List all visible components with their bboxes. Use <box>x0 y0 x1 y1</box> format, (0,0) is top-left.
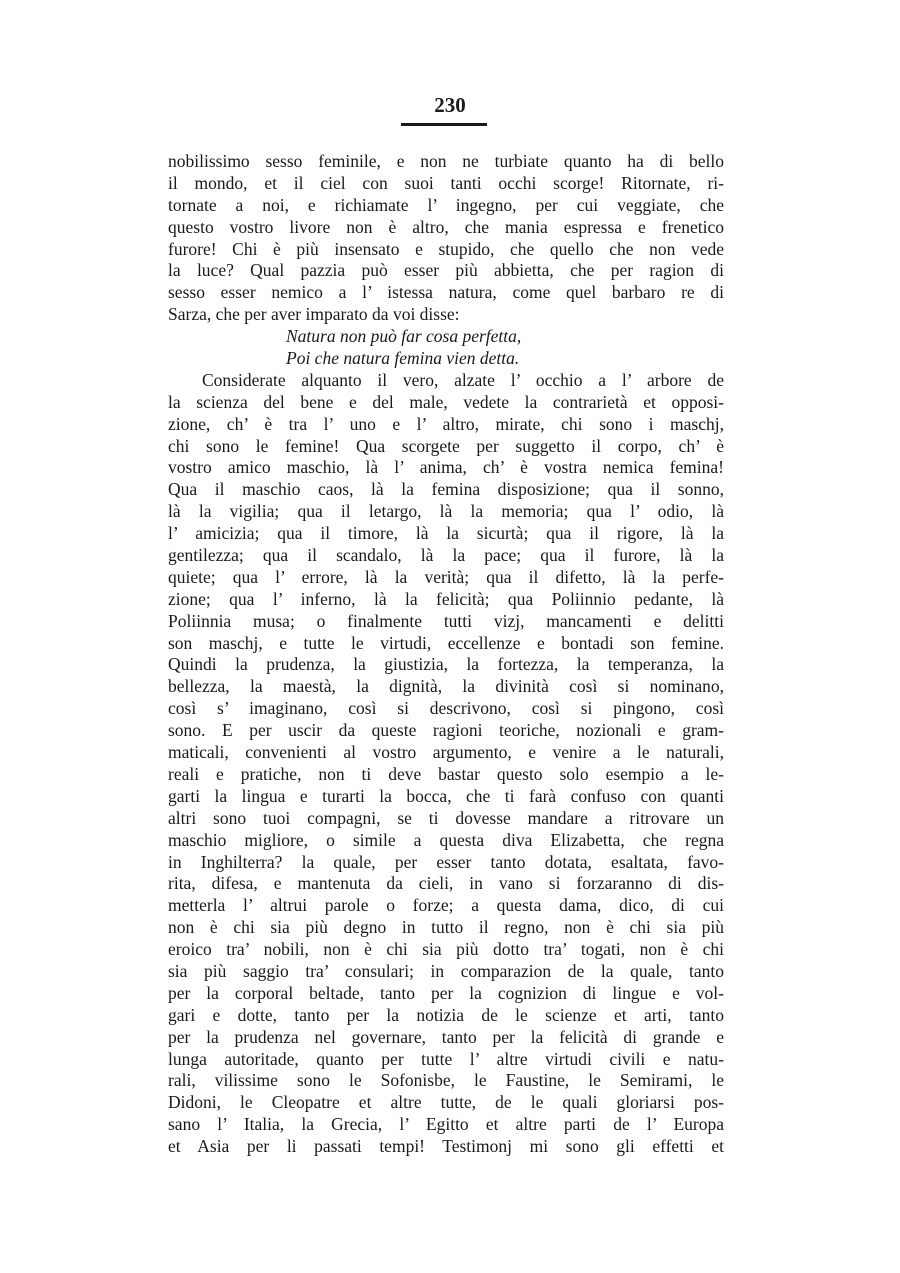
text-line: la scienza del bene e del male, vedete la contrarietà et opposi- <box>168 391 724 412</box>
text-line: gari e dotte, tanto per la notizia de le scienze et arti, tanto <box>168 1004 724 1025</box>
text-line: reali e pratiche, non ti deve bastar questo solo esempio a le- <box>168 763 724 784</box>
text-line: sano l’ Italia, la Grecia, l’ Egitto et altre parti de l’ Europa <box>168 1114 724 1135</box>
text-line: garti la lingua e turarti la bocca, che ti farà confuso con quanti <box>168 785 724 806</box>
text-line: il mondo, et il ciel con suoi tanti occhi scorge! Ritornate, ri- <box>168 172 724 193</box>
text-line: l’ amicizia; qua il timore, là la sicurtà; qua il rigore, là la <box>168 523 724 544</box>
text-line: tornate a noi, e richiamate l’ ingegno, per cui veggiate, che <box>168 194 724 215</box>
text-line: sia più saggio tra’ consulari; in comparazion de la quale, tanto <box>168 960 724 981</box>
text-line: maticali, convenienti al vostro argumento, e venire a le naturali, <box>168 742 724 763</box>
text-line: la luce? Qual pazzia può esser più abbietta, che per ragion di <box>168 260 724 281</box>
text-line: Poliinnia musa; o finalmente tutti vizj, mancamenti e delitti <box>168 610 724 631</box>
text-line: così s’ imaginano, così si descrivono, così si pingono, così <box>168 698 724 719</box>
text-line: et Asia per li passati tempi! Testimonj mi sono gli effetti et <box>168 1136 724 1157</box>
text-line: rita, difesa, e mantenuta da cieli, in vano si forzaranno di dis- <box>168 873 724 894</box>
text-line: zione; qua l’ inferno, là la felicità; qua Poliinnio pedante, là <box>168 588 724 609</box>
text-line: nobilissimo sesso feminile, e non ne turbiate quanto ha di bello <box>168 151 724 171</box>
text-line: gentilezza; qua il scandalo, là la pace; qua il furore, là la <box>168 545 724 566</box>
text-line: rali, vilissime sono le Sofonisbe, le Faustine, le Semirami, le <box>168 1070 724 1091</box>
text-line: non è chi sia più degno in tutto il regno, non è chi sia più <box>168 917 724 938</box>
text-line: Quindi la prudenza, la giustizia, la fortezza, la temperanza, la <box>168 654 724 675</box>
text-line: per la prudenza nel governare, tanto per la felicità di grande e <box>168 1026 724 1047</box>
text-line: in Inghilterra? la quale, per esser tanto dotata, esaltata, favo- <box>168 851 724 872</box>
text-line: altri sono tuoi compagni, se ti dovesse mandare a ritrovare un <box>168 807 724 828</box>
body-text <box>168 151 724 1158</box>
text-line: Didoni, le Cleopatre et altre tutte, de le quali gloriarsi pos- <box>168 1092 724 1113</box>
text-line: furore! Chi è più insensato e stupido, che quello che non vede <box>168 238 724 259</box>
text-line: vostro amico maschio, là l’ anima, ch’ è vostra nemica femina! <box>168 457 724 478</box>
text-line: son maschj, e tutte le virtudi, eccellenze e bontadi son femine. <box>168 632 724 653</box>
verse-line: Poi che natura femina vien detta. <box>286 348 520 369</box>
text-line: sesso esser nemico a l’ istessa natura, come quel barbaro re di <box>168 282 724 303</box>
text-line: bellezza, la maestà, la dignità, la divinità così si nominano, <box>168 676 724 697</box>
text-line: chi sono le femine! Qua scorgete per suggetto il corpo, ch’ è <box>168 435 724 456</box>
text-line: Qua il maschio caos, là la femina disposizione; qua il sonno, <box>168 479 724 500</box>
text-line: per la corporal beltade, tanto per la cognizion di lingue e vol- <box>168 982 724 1003</box>
text-line: questo vostro livore non è altro, che mania espressa e frenetico <box>168 216 724 237</box>
text-line: là la vigilia; qua il letargo, là la memoria; qua l’ odio, là <box>168 501 724 522</box>
text-line: lunga autoritade, quanto per tutte l’ altre virtudi civili e natu- <box>168 1048 724 1069</box>
text-line: maschio migliore, o simile a questa diva Elizabetta, che regna <box>168 829 724 850</box>
text-line: sono. E per uscir da queste ragioni teoriche, nozionali e gram- <box>168 720 724 741</box>
text-line: Considerate alquanto il vero, alzate l’ occhio a l’ arbore de <box>202 369 724 390</box>
text-line: eroico tra’ nobili, non è chi sia più dotto tra’ togati, non è chi <box>168 939 724 960</box>
verse-line: Natura non può far cosa perfetta, <box>286 326 522 347</box>
text-line: Sarza, che per aver imparato da voi disse: <box>168 304 460 325</box>
text-line: quiete; qua l’ errore, là la verità; qua il difetto, là la perfe- <box>168 566 724 587</box>
page-number: 230 <box>434 93 466 117</box>
text-line: metterla l’ altrui parole o forze; a questa dama, dico, di cui <box>168 895 724 916</box>
page-number-rule <box>401 123 487 126</box>
text-line: zione, ch’ è tra l’ uno e l’ altro, mirate, chi sono i maschj, <box>168 413 724 434</box>
